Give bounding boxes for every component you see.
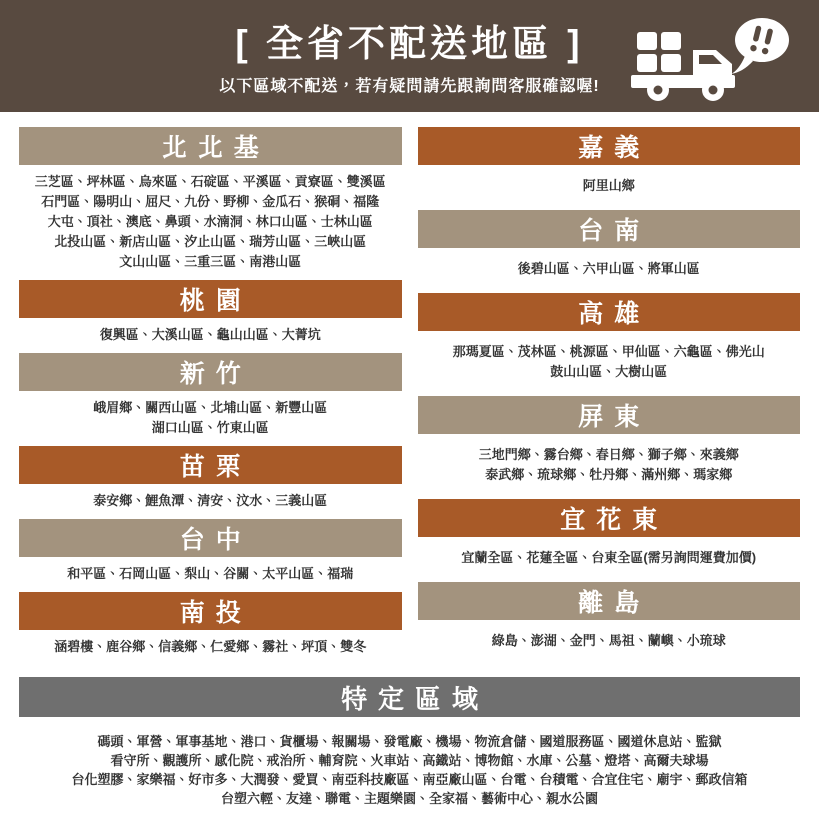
region-line: 綠島、澎湖、金門、馬祖、蘭嶼、小琉球 <box>491 633 726 648</box>
region-line: 三芝區、坪林區、烏來區、石碇區、平溪區、貢寮區、雙溪區 <box>34 174 386 189</box>
section-yilan-hualien-taitung <box>418 499 801 568</box>
section-lines-tainan <box>418 259 801 279</box>
region-line: 涵碧樓、鹿谷鄉、信義鄉、仁愛鄉、霧社、坪頂、雙冬 <box>54 639 367 654</box>
section-lines-nantou <box>19 637 402 657</box>
region-line: 復興區、大溪山區、龜山山區、大菁坑 <box>99 327 321 342</box>
section-header-pingtung: 屏東 <box>418 396 801 434</box>
region-line: 後碧山區、六甲山區、將軍山區 <box>517 261 700 276</box>
section-special-zones <box>19 677 800 808</box>
section-kaohsiung <box>418 293 801 382</box>
section-header-hsinchu: 新竹 <box>19 353 402 391</box>
page-title: [ 全省不配送地區 ] <box>235 23 584 64</box>
section-lines-pingtung <box>418 445 801 485</box>
section-lines-miaoli <box>19 491 402 511</box>
section-header-miaoli: 苗栗 <box>19 446 402 484</box>
section-hsinchu <box>19 353 402 438</box>
region-line: 阿里山鄉 <box>582 178 635 193</box>
region-line: 文山山區、三重三區、南港山區 <box>119 254 302 269</box>
special-zones-lines <box>19 732 800 808</box>
section-header-chiayi: 嘉義 <box>418 127 801 165</box>
region-line: 三地門鄉、霧台鄉、春日鄉、獅子鄉、來義鄉 <box>478 447 739 462</box>
special-zone-line: 碼頭、軍營、軍事基地、港口、貨櫃場、報關場、發電廠、機場、物流倉儲、國道服務區、國道休息站、監獄 <box>97 734 722 749</box>
region-line: 泰安鄉、鯉魚潭、清安、汶水、三義山區 <box>93 493 328 508</box>
speech-bubble-icon <box>731 18 789 74</box>
region-line: 湖口山區、竹東山區 <box>151 420 269 435</box>
section-lines-hsinchu <box>19 398 402 438</box>
region-line: 宜蘭全區、花蓮全區、台東全區(需另詢問運費加價) <box>461 550 757 565</box>
section-taichung <box>19 519 402 584</box>
section-header-yilan-hualien-taitung: 宜花東 <box>418 499 801 537</box>
section-chiayi <box>418 127 801 196</box>
special-zone-line: 台塑六輕、友達、聯電、主題樂園、全家福、藝術中心、親水公園 <box>220 791 598 806</box>
section-taoyuan <box>19 280 402 345</box>
section-lines-taipei-keelung <box>19 172 402 272</box>
section-lines-taichung <box>19 564 402 584</box>
section-lines-outlying-islands <box>418 631 801 651</box>
region-line: 那瑪夏區、茂林區、桃源區、甲仙區、六龜區、佛光山 <box>452 344 765 359</box>
section-header-outlying-islands: 離島 <box>418 582 801 620</box>
section-header-taichung: 台中 <box>19 519 402 557</box>
section-pingtung <box>418 396 801 485</box>
delivery-truck-icon <box>631 14 791 106</box>
region-line: 石門區、陽明山、屈尺、九份、野柳、金瓜石、猴硐、福隆 <box>41 194 380 209</box>
section-outlying-islands <box>418 582 801 651</box>
section-miaoli <box>19 446 402 511</box>
section-lines-taoyuan <box>19 325 402 345</box>
banner <box>0 0 819 112</box>
section-lines-kaohsiung <box>418 342 801 382</box>
special-zone-line: 台化塑膠、家樂福、好市多、大潤發、愛買、南亞科技廠區、南亞廠山區、台電、台積電、合宜住宅、廟宇、郵政信箱 <box>71 772 748 787</box>
section-header-nantou: 南投 <box>19 592 402 630</box>
section-lines-yilan-hualien-taitung <box>418 548 801 568</box>
left-column <box>19 127 402 665</box>
region-line: 泰武鄉、琉球鄉、牡丹鄉、滿州鄉、瑪家鄉 <box>485 467 733 482</box>
region-line: 峨眉鄉、關西山區、北埔山區、新豐山區 <box>93 400 328 415</box>
special-zone-line: 看守所、觀護所、感化院、戒治所、輔育院、火車站、高鐵站、博物館、水庫、公墓、燈塔、高爾夫球場 <box>110 753 709 768</box>
right-column <box>418 127 801 665</box>
region-line: 大屯、頂社、澳底、鼻頭、水湳洞、林口山區、士林山區 <box>47 214 373 229</box>
section-header-taoyuan: 桃園 <box>19 280 402 318</box>
section-nantou <box>19 592 402 657</box>
region-line: 北投山區、新店山區、汐止山區、瑞芳山區、三峽山區 <box>54 234 367 249</box>
region-line: 和平區、石岡山區、梨山、谷關、太平山區、福瑞 <box>67 566 354 581</box>
section-taipei-keelung <box>19 127 402 272</box>
region-line: 鼓山山區、大樹山區 <box>550 364 668 379</box>
region-columns <box>0 127 819 665</box>
section-lines-chiayi <box>418 176 801 196</box>
section-header-kaohsiung: 高雄 <box>418 293 801 331</box>
section-header-taipei-keelung: 北北基 <box>19 127 402 165</box>
section-header-special-zones: 特定區域 <box>19 677 800 717</box>
section-tainan <box>418 210 801 279</box>
page-subtitle: 以下區域不配送，若有疑問請先跟詢問客服確認喔! <box>219 77 600 95</box>
section-header-tainan: 台南 <box>418 210 801 248</box>
